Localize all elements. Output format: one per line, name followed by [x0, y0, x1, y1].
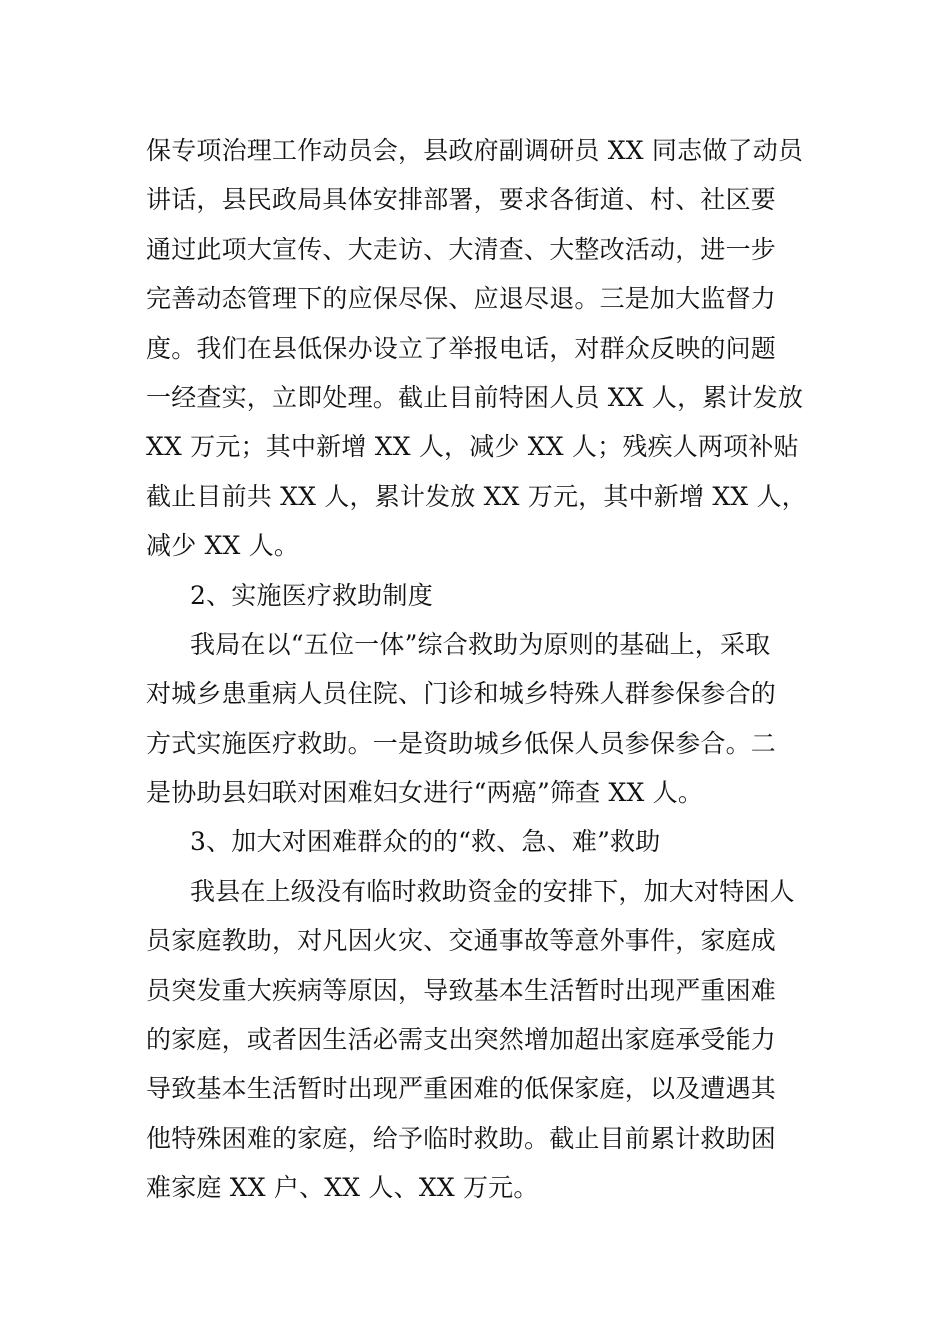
text-line: 对城乡患重病人员住院、门诊和城乡特殊人群参保参合的: [146, 679, 777, 709]
text-line: 通过此项大宣传、大走访、大清查、大整改活动，进一步: [146, 234, 777, 264]
text-line: 员家庭教助，对凡因火灾、交通事故等意外事件，家庭成: [146, 926, 777, 956]
section-heading: 3、加大对困难群众的的“救、急、难”救助: [190, 827, 661, 857]
text-line: 员突发重大疾病等原因，导致基本生活暂时出现严重困难: [146, 975, 777, 1005]
text-line: 度。我们在县低保办设立了举报电话，对群众反映的问题: [146, 333, 777, 363]
body-text: [146, 126, 816, 1213]
text-line: 完善动态管理下的应保尽保、应退尽退。三是加大监督力: [146, 284, 777, 314]
text-line: 方式实施医疗救助。一是资助城乡低保人员参保参合。二: [146, 728, 777, 758]
text-line: 是协助县妇联对困难妇女进行“两癌”筛查 XX 人。: [146, 778, 704, 808]
text-line: 截止目前共 XX 人，累计发放 XX 万元，其中新增 XX 人，: [146, 481, 807, 511]
text-line: 讲话，县民政局具体安排部署，要求各街道、村、社区要: [146, 185, 777, 215]
text-line: 我县在上级没有临时救助资金的安排下，加大对特困人: [190, 876, 795, 906]
text-line: 他特殊困难的家庭，给予临时救助。截止目前累计救助困: [146, 1123, 777, 1153]
text-line: 保专项治理工作动员会，县政府副调研员 XX 同志做了动员: [146, 136, 804, 165]
text-line: 难家庭 XX 户、XX 人、XX 万元。: [146, 1173, 539, 1203]
text-line: 导致基本生活暂时出现严重困难的低保家庭，以及遭遇其: [146, 1074, 777, 1104]
text-line: 我局在以“五位一体”综合救助为原则的基础上，采取: [190, 629, 771, 659]
section-heading: 2、实施医疗救助制度: [190, 580, 433, 610]
text-line: 的家庭，或者因生活必需支出突然增加超出家庭承受能力: [146, 1025, 777, 1055]
text-line: 一经查实，立即处理。截止目前特困人员 XX 人，累计发放: [146, 382, 804, 412]
text-line: XX 万元；其中新增 XX 人，减少 XX 人；残疾人两项补贴: [146, 432, 799, 462]
text-line: 减少 XX 人。: [146, 531, 300, 561]
